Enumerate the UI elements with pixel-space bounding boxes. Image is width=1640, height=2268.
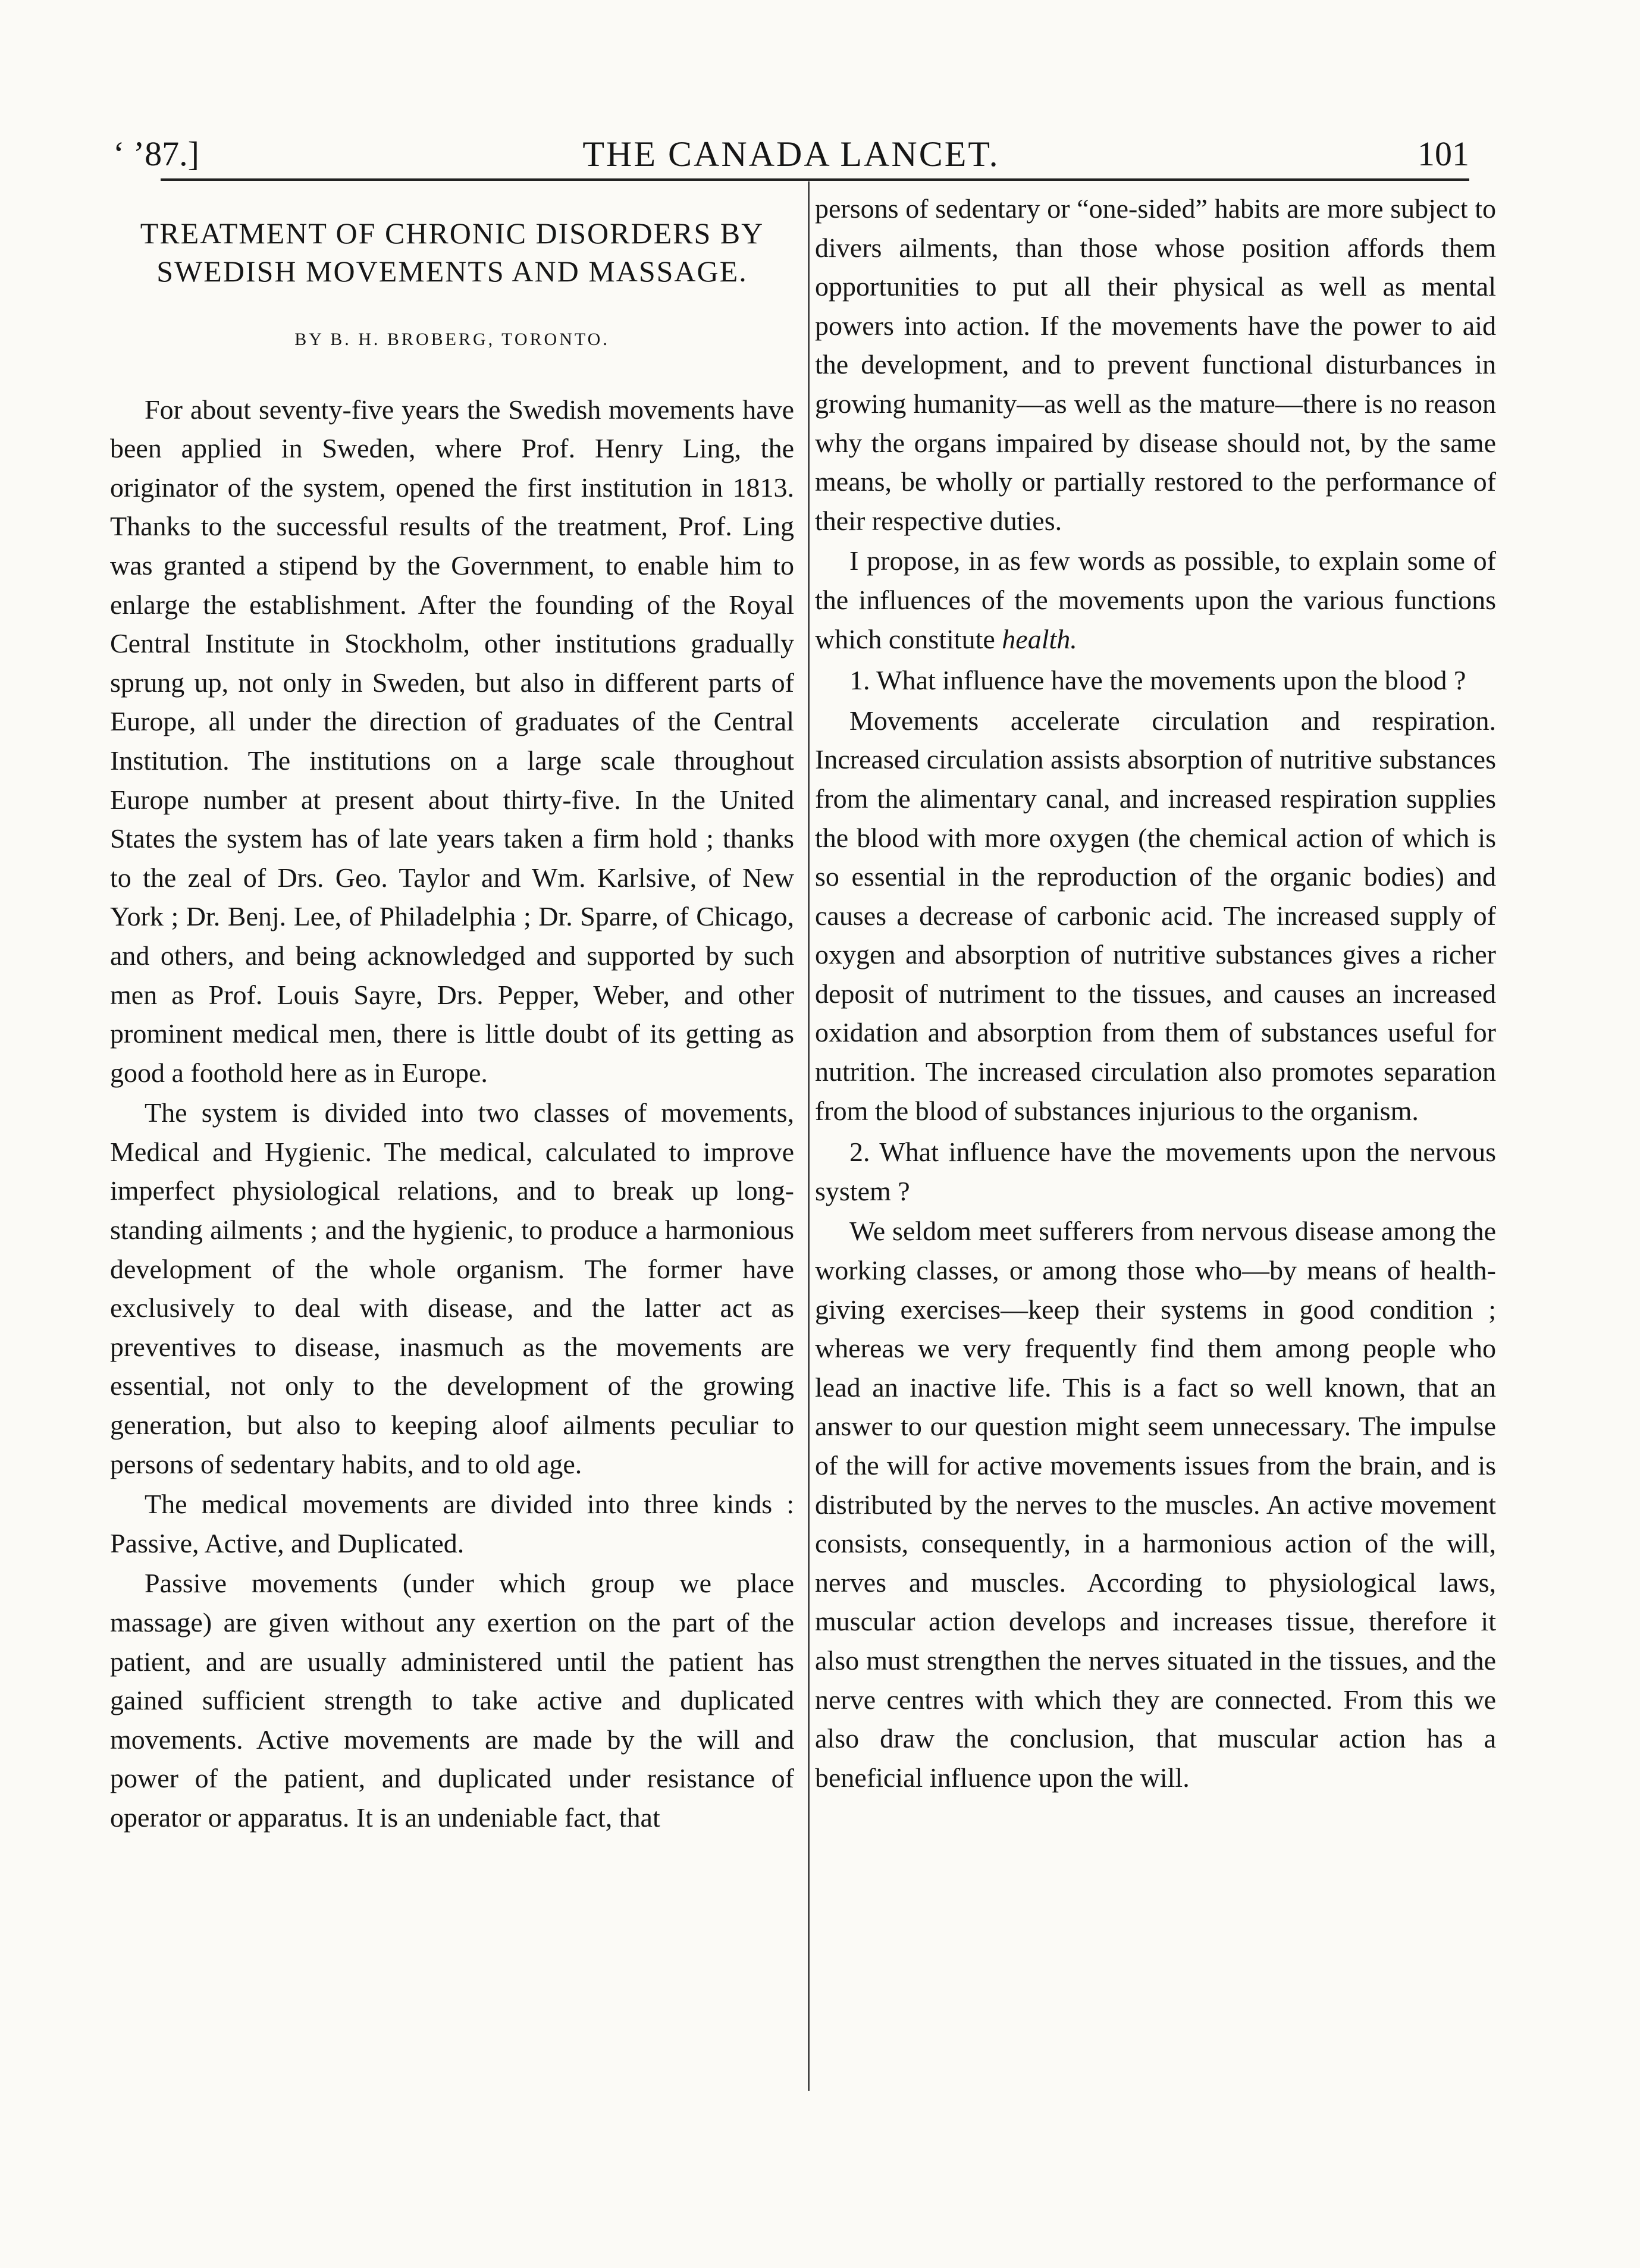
paragraph: The medical movements are divided into three kinds : Passive, Active, and Duplicated. (110, 1489, 794, 1558)
paragraph: persons of sedentary or “one-sided” habits are more subject to divers ailments, than those whose position affords them opportunities to put all their physical as well as mental powers into action. If the movements have the power to aid the development, and to prevent functional disturbances in growing humanity—as well as the mature—there is no reason why the organs impaired by disease should not, by the same means, be wholly or partially restored to the performance of their respective duties. (815, 193, 1496, 536)
paragraph: For about seventy-five years the Swedish movements have been applied in Sweden, where Prof. Henry Ling, the originator of the system, opened the first institution in 1813. Thanks to the successful results of the treatment, Prof. Ling was granted a stipend by the Government, to enable him to enlarge the establishment. After the founding of the Royal Central Institute in Stockholm, other institutions gradually sprung up, not only in Sweden, but also in different parts of Europe, all under the direction of graduates of the Central Institution. The institutions on a large scale throughout Europe number at present about thirty-five. In the United States the system has of late years taken a firm hold ; thanks to the zeal of Drs. Geo. Taylor and Wm. Karlsive, of New York ; Dr. Benj. Lee, of Philadelphia ; Dr. Sparre, of Chicago, and others, and being acknowledged and supported by such men as Prof. Louis Sayre, Drs. Pepper, Weber, and other prominent medical men, there is little doubt of its getting as good a foothold here as in Europe. (110, 394, 794, 1088)
paragraph: The system is divided into two classes of movements, Medical and Hygienic. The medical, calculated to improve imperfect physiological relations, and to break up long-standing ailments ; and the hygienic, to produce a harmonious development of the whole organism. The former have exclusively to deal with disease, and the latter act as preventives to disease, inasmuch as the movements are essential, not only to the development of the growing generation, but also to keeping aloof ailments peculiar to persons of sedentary habits, and to old age. (110, 1097, 794, 1479)
paragraph: Movements accelerate circulation and respiration. Increased circulation assists absorption of nutritive substances from the alimentary canal, and increased respiration supplies the blood with more oxygen (the chemical action of which is so essential in the reproduction of the organic bodies) and causes a decrease of carbonic acid. The increased supply of oxygen and absorption of nutritive substances gives a richer deposit of nutriment to the tissues, and causes an increased oxidation and absorption from them of substances useful for nutrition. The increased circulation also promotes separation from the blood of substances injurious to the organism. (815, 705, 1496, 1126)
article-byline: BY B. H. BROBERG, TORONTO. (294, 330, 610, 349)
emphasis-text: health. (1002, 623, 1077, 654)
header-rule (161, 178, 1469, 181)
paragraph-text: I propose, in as few words as possible, to explain some of the influences of the movements upon the various functions which constitute (815, 545, 1496, 654)
paragraph (815, 541, 1496, 658)
section-question: 2. What influence have the movements upon the nervous system ? (815, 1137, 1496, 1206)
paragraph: We seldom meet sufferers from nervous disease among the working classes, or among those who—by means of health-giving exercises—keep their systems in good condition ; whereas we very frequently find them among people who lead an inactive life. This is a fact so well known, that an answer to our question might seem unnecessary. The impulse of the will for active movements issues from the brain, and is distributed by the nerves to the muscles. An active movement consists, consequently, in a harmonious action of the will, nerves and muscles. According to physiological laws, muscular action develops and increases tissue, therefore it also must strengthen the nerves situated in the tissues, and the nerve centres with which they are connected. From this we also draw the conclusion, that muscular action has a beneficial influence upon the will. (815, 1216, 1496, 1793)
page-number: 101 (1418, 134, 1469, 173)
journal-title: THE CANADA LANCET. (582, 134, 1000, 174)
running-header (113, 128, 1469, 175)
column-divider (808, 181, 810, 2091)
header-issue-date: ‘ ’87.] (113, 134, 199, 173)
paragraph: Passive movements (under which group we place massage) are given without any exertion on the part of the patient, and are usually administered until the patient has gained sufficient strength to take active and duplicated movements. Active movements are made by the will and power of the patient, and duplicated under resistance of operator or apparatus. It is an undeniable fact, that (110, 1568, 794, 1833)
left-column (110, 196, 794, 1839)
article-title: TREATMENT OF CHRONIC DISORDERS BY SWEDISH MOVEMENTS AND MASSAGE. (140, 217, 764, 288)
right-column (815, 189, 1496, 1798)
section-question: 1. What influence have the movements upon the blood ? (849, 665, 1466, 696)
